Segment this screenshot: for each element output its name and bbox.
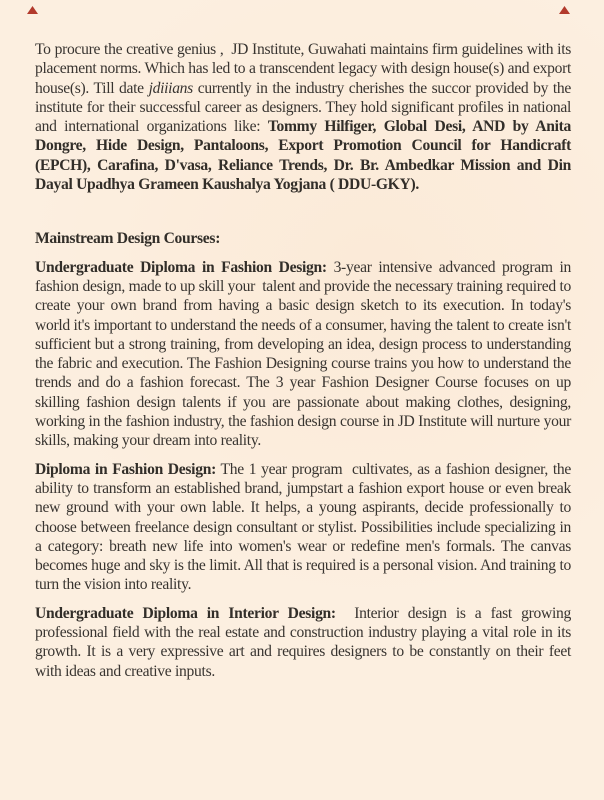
text-run: currently in the industry cherishes the succor provided by the institute for their successful career as designers. They hold significant profiles in national and international organizations like: — [35, 79, 571, 136]
text-run: Mainstream Design Courses: — [35, 230, 221, 248]
text-run: jdiiians — [148, 79, 193, 97]
text-run: Diploma in Fashion Design: — [35, 460, 216, 478]
text-run: To procure the creative genius , JD Institute, Guwahati maintains firm guidelines with its placement norms. Which has led to a transcendent legacy with design house(s) and export house(s). Till date — [35, 41, 571, 97]
text-run: The 1 year program cultivates, as a fashion designer, the ability to transform an established brand, jumpstart a fashion export house or even break new ground with your own lable. It helps, a young aspirants, decide professionally to choose between freelance design consultant or stylist. Possibilities include specializing in a category: breath new life into women's wear or redefine men's formals. The canvas becomes huge and sky is the limit. All that is required is a personal vision. And training to turn the vision into reality. — [35, 460, 571, 594]
paragraph-diploma-fashion-design — [35, 460, 571, 595]
text-run: Undergraduate Diploma in Fashion Design: — [35, 258, 327, 276]
corner-mark-right-icon — [558, 5, 571, 14]
text-run: Undergraduate Diploma in Interior Design: — [35, 604, 336, 622]
document-body — [35, 40, 571, 690]
paragraph-undergraduate-diploma-interior-design — [35, 604, 571, 681]
paragraph-mainstream-design-courses-heading — [35, 229, 571, 248]
paragraph-undergraduate-diploma-fashion-design — [35, 258, 571, 451]
corner-mark-left-icon — [26, 5, 39, 14]
text-run: Tommy Hilfiger, Global Desi, AND by Anita Dongre, Hide Design, Pantaloons, Export Promotion Council for Handicraft (EPCH), Carafina, D'vasa, Reliance Trends, Dr. Br. Ambedkar Mission and Din Dayal Upadhya Grameen Kaushalya Yogjana ( DDU-GKY). — [35, 118, 571, 194]
paragraph-placement-intro — [35, 40, 571, 194]
text-run: 3-year intensive advanced program in fashion design, made to up skill your talent and provide the necessary training required to create your own brand from having a basic design sketch to its execution. In today's world it's important to understand the needs of a consumer, having the talent to create isn't sufficient but a strong training, from developing an idea, design process to understanding the fabric and execution. The Fashion Designing course trains you how to understand the trends and do a fashion forecast. The 3 year Fashion Designer Course focuses on up skilling fashion design talents if you are passionate about making clothes, designing, working in the fashion industry, the fashion design course in JD Institute will nurture your skills, making your dream into reality. — [35, 258, 571, 450]
text-run: Interior design is a fast growing professional field with the real estate and construction industry playing a vital role in its growth. It is a very expressive art and requires designers to be constantly on their feet with ideas and creative inputs. — [35, 604, 571, 680]
